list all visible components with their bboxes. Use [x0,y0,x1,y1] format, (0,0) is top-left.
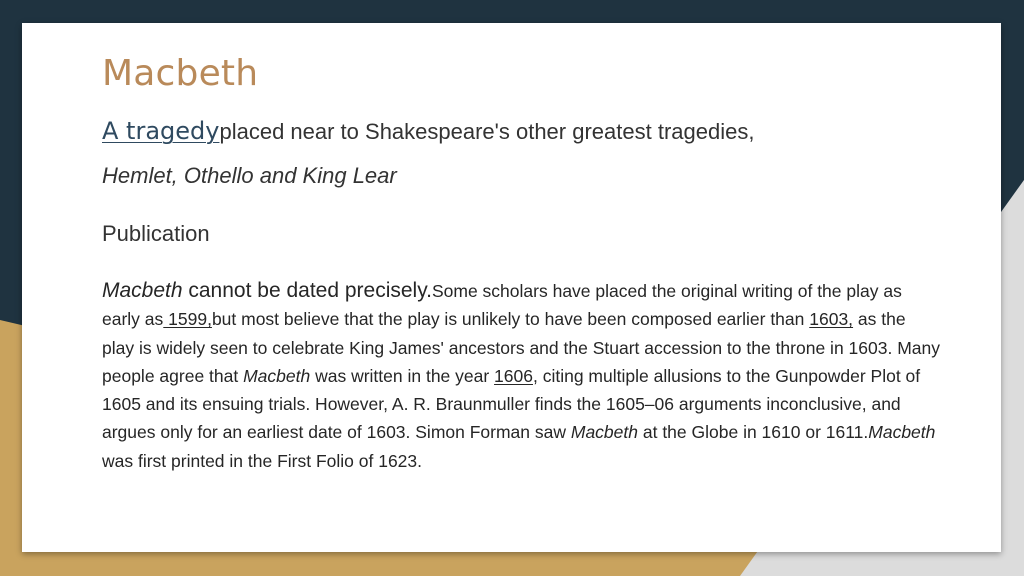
slide-title: Macbeth [102,53,259,94]
paragraph-text: was written in the year [310,365,495,386]
work-title: Macbeth [243,365,311,386]
intro-line [102,117,754,145]
works-list: Hemlet, Othello and King Lear [102,163,397,188]
work-title: Macbeth [570,422,638,443]
section-heading: Publication [102,221,210,246]
intro-text: placed near to Shakespeare's other greatest tragedies, [219,119,755,144]
paragraph-text: Some scholars have placed the original writing of the play as early as [102,281,902,330]
link-1606[interactable]: 1606 [494,365,533,386]
slide-card [22,23,1001,552]
work-title: Macbeth [868,422,936,443]
publication-paragraph [102,277,942,475]
paragraph-text: , citing multiple allusions to the Gunpowder Plot of 1605 and its ensuing trials. However, A. R. Braunmuller finds the 1605–06 arguments inconclusive, and argues only for an earliest date of 1603. Simon Forman saw [102,365,921,443]
work-title: Macbeth [102,279,183,302]
paragraph-text: at the Globe in 1610 or 1611. [638,422,869,443]
link-1599[interactable]: 1599, [163,309,212,330]
paragraph-text: but most believe that the play is unlikely to have been composed earlier than [211,309,810,330]
link-1603[interactable]: 1603, [809,309,854,330]
paragraph-text: as the play is widely seen to celebrate King James' ancestors and the Stuart accession to the throne in 1603. Many people agree that [102,309,940,386]
lead-sentence: cannot be dated precisely. [182,279,432,302]
paragraph-text: was first printed in the First Folio of 1623. [102,450,422,471]
tragedy-link[interactable]: A tragedy [102,117,220,145]
